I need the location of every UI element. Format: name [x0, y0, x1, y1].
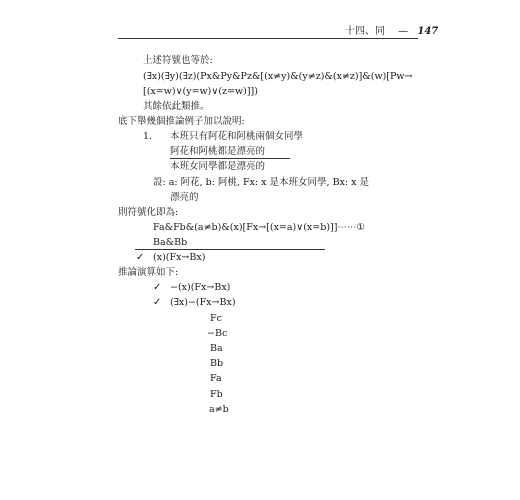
derivation-line: a≠b	[209, 404, 229, 415]
conclusion-line: 本班女同學都是漂亮的	[170, 161, 266, 172]
running-header	[345, 22, 438, 37]
inference-rule	[170, 158, 290, 159]
definition-line: 漂亮的	[170, 192, 199, 203]
premise-line: 本班只有阿花和阿桃兩個女同學	[170, 131, 304, 142]
derivation-line: Fa	[210, 373, 222, 384]
text-line: 上述符號也等於:	[143, 55, 213, 66]
check-mark: ✓	[153, 282, 162, 293]
premise-line: 阿花和阿桃都是漂亮的	[170, 146, 266, 157]
inference-rule	[135, 249, 325, 250]
text-line: 則符號化即為:	[118, 207, 179, 218]
derivation-line: Fb	[210, 389, 223, 400]
text-line: 推論演算如下:	[118, 267, 179, 278]
formula-line: Ba&Bb	[153, 237, 188, 248]
page-number: 147	[417, 26, 439, 37]
formula-line: (x)(Fx→Bx)	[153, 252, 206, 263]
check-mark: ✓	[153, 297, 162, 308]
derivation-line: Ba	[210, 343, 223, 354]
text-line: 其餘依此類推。	[143, 101, 210, 112]
check-mark: ✓	[136, 252, 145, 263]
definition-line: 設: a: 阿花, b: 阿桃, Fx: x 是本班女同學, Bx: x 是	[153, 177, 370, 188]
derivation-line: Fc	[210, 313, 222, 324]
text-line: 底下舉幾個推論例子加以說明:	[118, 116, 245, 127]
derivation-line: −(x)(Fx→Bx)	[170, 282, 231, 293]
derivation-line: (∃x)−(Fx→Bx)	[170, 297, 236, 308]
formula-line: Fa&Fb&(a≠b)&(x)[Fx→[(x=a)∨(x=b)]]⋯⋯①	[153, 222, 365, 233]
derivation-line: Bb	[210, 358, 224, 369]
formula-line: [(x=w)∨(y=w)∨(z=w)]])	[143, 86, 258, 97]
example-number: 1.	[143, 131, 153, 142]
derivation-line: −Bc	[207, 328, 228, 339]
chapter-title: 十四、同 —	[345, 26, 409, 37]
header-rule	[118, 38, 418, 39]
formula-line: (∃x)(∃y)(∃z)(Px&Py&Pz&[(x≠y)&(y≠z)&(x≠z)]&(w)[Pw→	[143, 71, 413, 82]
